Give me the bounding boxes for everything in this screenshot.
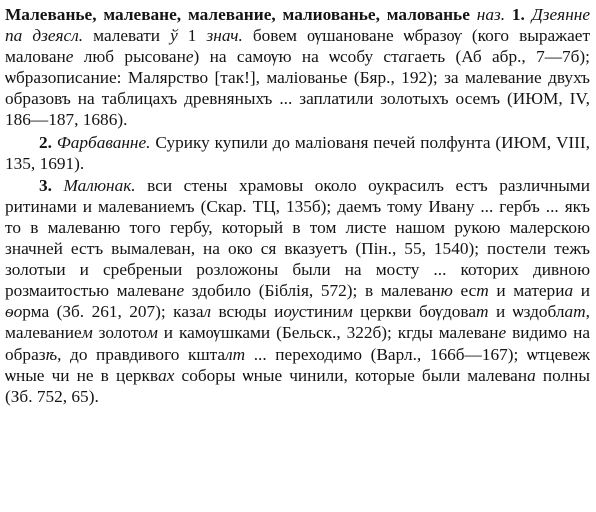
sense-number: 2. [39, 132, 52, 152]
sense-text-italic: м [81, 323, 93, 343]
sense-text: малевати [83, 26, 171, 46]
entry-sense-3 [5, 175, 590, 407]
sense-text-italic: е [176, 281, 185, 301]
sense-text: Сурику купили до малiованя печей полфунта (ИЮМ, VIII, 135, 1691). [5, 132, 591, 173]
sense-text: церкви бѹдова [352, 302, 477, 322]
sense-text: стини [298, 302, 342, 322]
sense-text: и матери [488, 281, 565, 301]
sense-text: ес [452, 281, 477, 301]
sense-text: всюды и [211, 302, 284, 322]
sense-gloss: Фарбаванне. [56, 132, 151, 152]
sense-number: 1. [511, 5, 525, 24]
sense-text-italic: е [185, 47, 194, 67]
sense-text-italic: ю [440, 281, 453, 301]
sense-text-italic: м [146, 323, 158, 343]
sense-text-italic: т [476, 302, 489, 322]
sense-text: здобило (Бiблiя, 572); в малеван [184, 281, 441, 301]
sense-text: золото [92, 323, 147, 343]
sense-text: , до правдивого кшта [57, 344, 226, 364]
entry-sense-1 [5, 4, 590, 131]
grammar-label: наз. [476, 5, 506, 24]
sense-number: 3. [39, 175, 52, 195]
sense-gloss: Малюнак. [63, 175, 136, 195]
sense-text-italic: а [564, 281, 574, 301]
sense-text-italic: т [476, 281, 489, 301]
sense-text: люб рысован [73, 47, 186, 67]
sense-text: видимо на образ [5, 323, 590, 364]
sense-text-italic: лт [225, 344, 246, 364]
sense-text: и [573, 281, 590, 301]
sense-text-italic: ў [170, 26, 178, 46]
sense-text: 1 [177, 26, 207, 46]
sense-text-italic: ѳо [5, 302, 23, 322]
sense-text-italic: е [498, 323, 507, 343]
sense-text: бовем ѹшановане ѡбразѹ (кого выражает малован [5, 26, 591, 67]
sense-text: гаеть (Аб абр., 7—7б); ѡбразописание: Малярство [так!], малiованье (Бяр., 192); за малевание двухъ образовъ на таблицахъ древняныхъ ... заплатили золотыхъ осемъ (ИЮМ, IV, 186—187, 1686). [5, 47, 590, 130]
sense-text-italic: л [203, 302, 212, 322]
sense-text-italic: м [341, 302, 353, 322]
sense-text-italic: ѹ [283, 302, 299, 322]
sense-text: полны (Зб. 752, 65). [5, 365, 590, 406]
sense-text-italic: е [65, 47, 74, 67]
sense-text-italic: а [398, 47, 408, 67]
sense-text-italic: знач. [206, 26, 243, 46]
headword: Малеванье, малеване, малевание, малиованье, малованье [5, 5, 470, 24]
sense-text: , малевание [5, 302, 590, 343]
sense-text-italic: ат [564, 302, 586, 322]
sense-gloss: Дзеянне па дзеясл. [5, 5, 591, 46]
entry-sense-2 [5, 132, 590, 174]
sense-text-italic: а [527, 365, 536, 385]
sense-text-italic: ѣ [45, 344, 58, 364]
sense-text: соборы ѡные чинили, которые были малеван [174, 365, 528, 385]
sense-text: и ѡздобл [488, 302, 565, 322]
sense-text: ) на самѹю на ѡсобу ст [193, 47, 399, 67]
sense-text: вси стены храмовы около оукрасилъ естъ различными ритинами и малеваниемъ (Скар. ТЦ, 135б); даемъ тому Ивану ... гербъ ... якъ то в малеваню того гербу, который в том листе нашом рукою малерскою значней естъ вымалеван, на око ся вказуетъ (Пiн., 55, 1540); постели тежъ золотыи и сребреныи розложоны были на мосту ... которих дивною розмаитостью малеван [5, 175, 590, 301]
sense-text: ... переходимо (Варл., 166б—167); ѡтцевеж ѡные чи не в церкв [5, 344, 590, 385]
sense-text: рма (Зб. 261, 207); каза [22, 302, 204, 322]
sense-text-italic: ах [158, 365, 175, 385]
sense-text: и камѹшками (Бельск., 322б); кгды малеван [157, 323, 499, 343]
